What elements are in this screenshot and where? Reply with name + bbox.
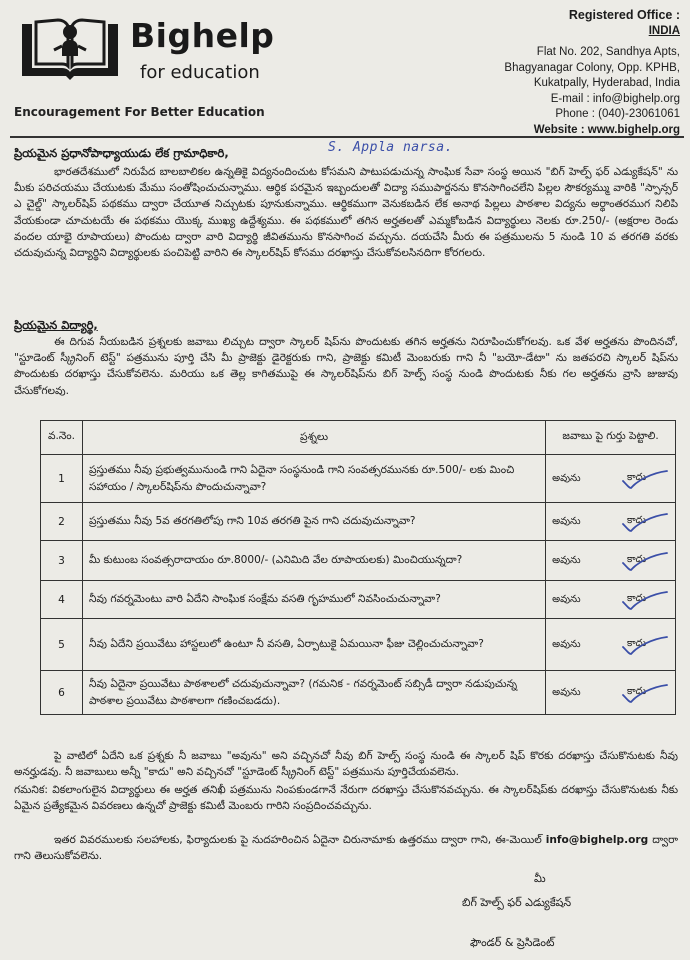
answer-no-marked[interactable] <box>621 635 669 655</box>
row-answer <box>546 455 676 503</box>
row-answer <box>546 503 676 541</box>
pen-tick-mark-icon <box>621 683 669 705</box>
header-serial: వ.నెం. <box>41 421 83 455</box>
contact-email-link[interactable]: info@bighelp.org <box>545 834 649 846</box>
row-question: ప్రస్తుతము నీవు ప్రభుత్వమునుండి గాని ఏదైనా సంస్థనుండి గాని సంవత్సరమునకు రూ.500/- లకు మించి సహాయం / స్కాలర్‌షిప్‌ను పొందుచున్నావా? <box>82 455 545 503</box>
row-question: నీవు ఏదైనా ప్రయివేటు పాఠశాలలో చదువుచున్నావా? (గమనిక - గవర్నమెంట్ సబ్సిడీ ద్వారా నడుపుచున్న పాఠశాల ప్రయివేటు పాఠశాలగా గణించబడదు). <box>82 671 545 715</box>
table-row <box>41 503 676 541</box>
answer-no: కాదు <box>627 637 647 649</box>
office-website: Website : www.bighelp.org <box>533 123 680 136</box>
answer-yes[interactable]: అవును <box>552 515 581 527</box>
table-row <box>41 581 676 619</box>
answer-no-marked[interactable] <box>621 683 669 703</box>
office-email: E-mail : info@bighelp.org <box>550 92 680 105</box>
pen-tick-mark-icon <box>621 551 669 573</box>
answer-yes[interactable]: అవును <box>552 472 581 484</box>
answer-yes[interactable]: అవును <box>552 593 581 605</box>
office-label: Registered Office : <box>568 8 680 22</box>
signoff-organization: బిగ్ హెల్ప్ ఫర్ ఎడ్యుకేషన్ <box>462 896 572 909</box>
row-question: నీవు గవర్నమెంటు వారి ఏదేని సాంఘిక సంక్షేమ వసతి గృహములో నివసించుచున్నావా? <box>82 581 545 619</box>
note-paragraph: గమనిక: వికలాంగులైన విద్యార్థులు ఈ అర్హత తనిఖీ పత్రమును నింపకుండగానే నేరుగా దరఖాస్తు చేసుకొనవచ్చును. ఈ స్కాలర్‌షిప్‌కు దరఖాస్తు చేసుకొనుటకు నీకు ఏమైన ప్రత్యేకమైన వివరణలు ఉన్నచో ప్రాజెక్టు కమిటీ మెంబరు గారిని సంప్రదించవచ్చును. <box>14 784 678 813</box>
answer-options <box>552 551 669 571</box>
handwritten-name: S. Appla narsa. <box>328 140 453 155</box>
row-answer <box>546 541 676 581</box>
answer-no: కాదు <box>627 514 647 526</box>
salutation: ప్రియమైన ప్రధానోపాధ్యాయుడు లేక గ్రామాధికారి, <box>14 146 229 160</box>
answer-no-marked[interactable] <box>621 469 669 489</box>
answer-no: కాదు <box>627 685 647 697</box>
row-answer <box>546 581 676 619</box>
answer-no: కాదు <box>627 553 647 565</box>
contact-text: ఇతర వివరములకు సలహాలకు, ఫిర్యాదులకు పై నుదహరించిన ఏదైనా చిరునామాకు ఉత్తరము ద్వారా గాని, ఈ-మెయిల్ <box>54 834 542 846</box>
answer-no: కాదు <box>627 592 647 604</box>
table-row <box>41 541 676 581</box>
answer-options <box>552 469 669 489</box>
answer-no-marked[interactable] <box>621 551 669 571</box>
tagline: Encouragement For Better Education <box>14 105 265 119</box>
pen-tick-mark-icon <box>621 590 669 612</box>
row-serial: 3 <box>41 541 83 581</box>
pen-tick-mark-icon <box>621 635 669 657</box>
office-address-line1: Flat No. 202, Sandhya Apts, <box>536 46 680 58</box>
answer-no-marked[interactable] <box>621 512 669 532</box>
row-question: నీవు ఏదేని ప్రయివేటు హాస్టలులో ఉంటూ నీ వసతి, ఏర్పాటుకై ఏమయినా ఫీజు చెల్లించుచున్నావా? <box>82 619 545 671</box>
answer-yes[interactable]: అవును <box>552 686 581 698</box>
table-row <box>41 619 676 671</box>
row-serial: 4 <box>41 581 83 619</box>
row-answer <box>546 619 676 671</box>
table-header-row <box>41 421 676 455</box>
answer-options <box>552 683 669 703</box>
questions-table <box>40 420 676 715</box>
answer-yes[interactable]: అవును <box>552 638 581 650</box>
row-question: మీ కుటుంబ సంవత్సరాదాయం రూ.8000/- (ఎనిమిది వేల రూపాయలకు) మించియున్నదా? <box>82 541 545 581</box>
open-book-icon <box>18 14 122 84</box>
table-row <box>41 455 676 503</box>
row-serial: 2 <box>41 503 83 541</box>
intro-paragraph: భారతదేశములో నిరుపేద బాలబాలికల ఉన్నతికై విద్యనందించుట కోసమని పాటుపడుచున్న సాంఘిక సేవా సంస్థ అయిన "బిగ్ హెల్ప్ ఫర్ ఎడ్యుకేషన్" ను మీకు పరిచయము చేయుటకు మేము సంతోషించుచున్నాము. ఆర్థిక పరమైన ఇబ్బందులతో విద్యా సముపార్జనను కొనసాగించలేని పిల్లల సౌకర్యమ్ము వారికి "స్పాన్సర్ ఎ చైల్డ్" స్కాలర్‌షిప్ పథకము ద్వారా చేయూత నిచ్చుటకు పూనుకున్నాము. ఆర్థికముగా వెనుకబడిన లేక అనాథ పిల్లలు పాఠశాల విద్యను అర్థాంతరముగ నిలిపి వేయకుండా చూచుటయే ఈ పథకము యొక్క ముఖ్య ఉద్దేశ్యము. ఈ పథకములో తగిన అర్హతలతో ఎమ్మకోబడిన విద్యార్థులు నెలకు రూ.250/- (అక్షరాల రెండు వందల యాభై రూపాయలు) పొందుట ద్వారా వారి విద్యార్థి జీవితమును కొనసాగించ వచ్చును. దయచేసి మీరు ఈ పత్రములను 5 నుండి 10 వ తరగతి వరకు చదువుచున్న విద్యార్థిని విద్యార్థులకు పంచిపెట్టి వారిని ఈ స్కాలర్‌షిప్ కోసము దరఖాస్తు చేసుకోవలసినదిగా కోరగలరు. <box>14 166 678 260</box>
office-address-line3: Kukatpally, Hyderabad, India <box>533 77 680 89</box>
answer-options <box>552 590 669 610</box>
answer-options <box>552 635 669 655</box>
eligibility-note: పై వాటిలో ఏదేని ఒక ప్రశ్నకు నీ జవాబు "అవును" అని వచ్చినచో నీవు బిగ్ హెల్ప్ సంస్థ నుండి ఈ స్కాలర్ షిప్ కొరకు దరఖాస్తు చేసుకొనుటకు నీవు అనర్హుడవు. నీ జవాబులు అన్నీ "కాదు" అని వచ్చినచో "స్టూడెంట్ స్క్రీనింగ్ టెస్ట్" పత్రమును పూర్తిచేయవలెను. <box>14 750 678 779</box>
office-phone: Phone : (040)-23061061 <box>555 108 680 120</box>
logo <box>12 6 275 102</box>
contact-paragraph <box>14 832 678 864</box>
row-question: ప్రస్తుతము నీవు 5వ తరగతిలోపు గాని 10వ తరగతి పైన గాని చదువుచున్నావా? <box>82 503 545 541</box>
answer-yes[interactable]: అవును <box>552 554 581 566</box>
header-answer: జవాబు పై గుర్తు పెట్టాలి. <box>546 421 676 455</box>
pen-tick-mark-icon <box>621 469 669 491</box>
signoff-title: ఫౌండర్ & ప్రెసిడెంట్ <box>470 936 555 949</box>
row-answer <box>546 671 676 715</box>
pen-tick-mark-icon <box>621 512 669 534</box>
row-serial: 6 <box>41 671 83 715</box>
contact-end: ద్వారా గాని తెలుసుకోవలెను. <box>14 834 678 863</box>
header-divider <box>10 136 684 138</box>
answer-no-marked[interactable] <box>621 590 669 610</box>
answer-no: కాదు <box>627 471 647 483</box>
row-serial: 5 <box>41 619 83 671</box>
student-salutation: ప్రియమైన విద్యార్థి, <box>14 318 98 332</box>
signoff-yours: మీ <box>534 872 546 885</box>
brand-name: Bighelp <box>130 16 275 55</box>
header-questions: ప్రశ్నలు <box>82 421 545 455</box>
answer-options <box>552 512 669 532</box>
student-paragraph: ఈ దిగువ నీయబడిన ప్రశ్నలకు జవాబు లిచ్చుట ద్వారా స్కాలర్ షిప్‌ను పొందుటకు తగిన అర్హతను నిరూపించుకోగలవు. ఒక వేళ అర్హతను పొందినచో, "స్టూడెంట్ స్క్రీనింగ్ టెస్ట్" పత్రమును పూర్తి చేసి మీ ప్రాజెక్టు డైరెక్టరుకు గాని, ప్రాజెక్టు కమిటీ మెంబరుకు గాని నీ "బయో-డేటా" ను జతపరచి స్కాలర్ షిప్‌ను పొందుటకు దరఖాస్తు చేసుకోవలెను. మరియు ఒక తెల్ల కాగితముపై ఈ స్కాలర్‌షిప్‌ను బిగ్ హెల్ప్ సంస్థ నుండి పొందుటకు నీకు గల అర్హతను వ్రాసి జుజువు చేసుకోగలవు. <box>14 336 678 397</box>
row-serial: 1 <box>41 455 83 503</box>
brand-subtitle: for education <box>140 62 260 83</box>
office-country: INDIA <box>648 24 680 37</box>
registered-office <box>420 8 680 138</box>
table-row <box>41 671 676 715</box>
office-address-line2: Bhagyanagar Colony, Opp. KPHB, <box>504 61 680 74</box>
